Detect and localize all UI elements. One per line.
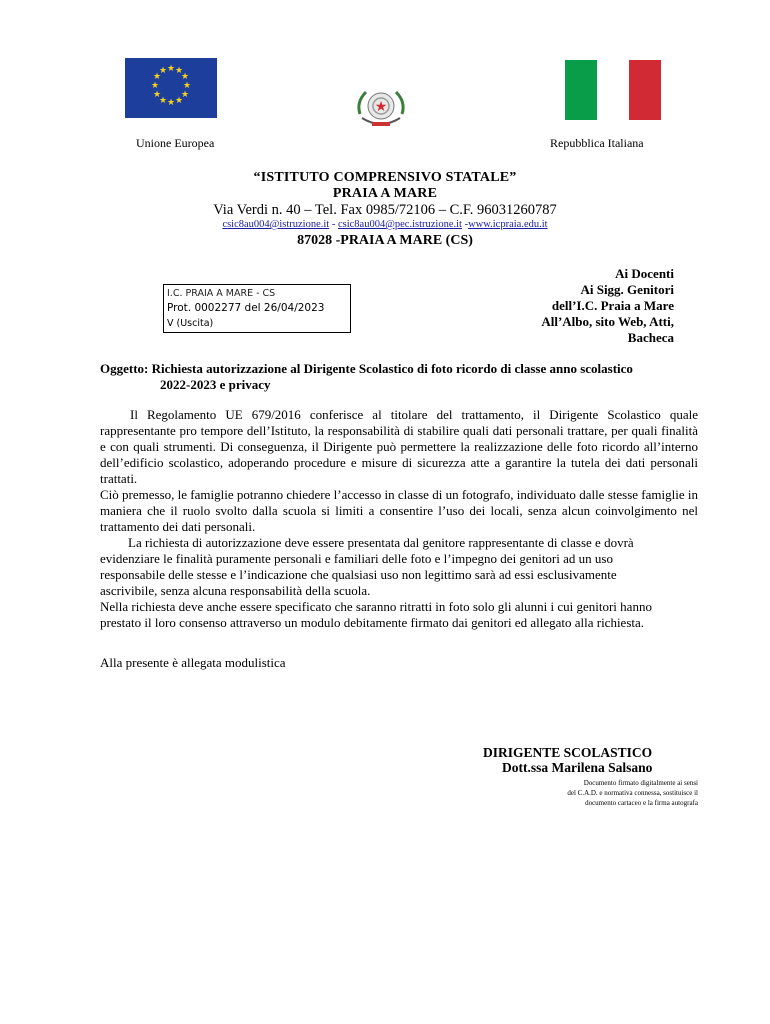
city-line: 87028 -PRAIA A MARE (CS): [297, 233, 473, 248]
body-paragraph-2: Ciò premesso, le famiglie potranno chiedere l’accesso in classe di un fotografo, individuato dalle stesse famiglie in maniera che il ruolo svolto dalla scuola si limiti a consentire l’uso dei locali, senza alcun coinvolgimento nel trattamento dei dati personali.: [100, 487, 698, 534]
website-link[interactable]: www.icpraia.edu.it: [468, 219, 548, 230]
recipient-line: Ai Docenti: [615, 266, 674, 281]
svg-text:★: ★: [174, 66, 184, 76]
svg-text:★: ★: [166, 98, 176, 108]
body-paragraph-1: Il Regolamento UE 679/2016 conferisce al titolare del trattamento, il Dirigente Scolastico quale rappresentante pro tempore dell’Istituto, la responsabilità di stabilire quali dati personali trattare, per quali finalità e con quali strumenti. Di conseguenza, il Dirigente può permettere la realizzazione delle foto ricordo all’interno dell’edificio scolastico, adoperando procedure e misure di sicurezza atte a garantire la tutela dei dati personali trattati.: [100, 407, 698, 486]
pec-email-link[interactable]: csic8au004@pec.istruzione.it: [337, 219, 462, 230]
svg-text:★: ★: [180, 90, 190, 100]
eu-caption: Unione Europea: [136, 136, 215, 150]
stamp-direction: V (Uscita): [167, 318, 214, 329]
svg-text:★: ★: [158, 96, 168, 106]
eu-flag-image: [125, 58, 217, 118]
school-type-title: “ISTITUTO COMPRENSIVO STATALE”: [253, 170, 517, 185]
recipients-block: [541, 266, 674, 346]
recipient-line: All’Albo, sito Web, Atti,: [541, 314, 674, 329]
svg-text:★: ★: [166, 64, 176, 74]
svg-text:★: ★: [180, 72, 190, 82]
signature-name: Dott.ssa Marilena Salsano: [502, 760, 653, 775]
italian-flag-image: [565, 60, 661, 120]
stamp-school: I.C. PRAIA A MARE - CS: [167, 288, 276, 299]
svg-text:★: ★: [174, 96, 184, 106]
svg-text:★: ★: [182, 81, 192, 91]
digital-signature-note: [520, 778, 698, 808]
svg-text:★: ★: [150, 81, 160, 91]
it-caption: Repubblica Italiana: [550, 136, 644, 150]
contact-links: [0, 219, 770, 230]
address-line: Via Verdi n. 40 – Tel. Fax 0985/72106 – C.F. 96031260787: [213, 202, 557, 218]
note-line: Documento firmato digitalmente ai sensi: [583, 779, 698, 787]
svg-text:★: ★: [152, 90, 162, 100]
body-paragraph-3: La richiesta di autorizzazione deve essere presentata dal genitore rappresentante di classe e dovrà evidenziare le finalità puramente personali e familiari delle foto e l’impegno dei genitori ad un uso responsabile delle stesse e l’indicazione che qualsiasi uso non legittimo sarà ad essi esclusivamente ascrivibile, senza alcuna responsabilità della scuola.: [100, 535, 634, 598]
recipient-line: Bacheca: [627, 330, 674, 345]
link-separator: -: [461, 219, 469, 230]
subject-block: [100, 361, 700, 393]
note-line: del C.A.D. e normativa connessa, sostituisce il: [567, 789, 698, 797]
recipient-line: Ai Sigg. Genitori: [580, 282, 674, 297]
svg-text:★: ★: [152, 72, 162, 82]
svg-text:★: ★: [158, 66, 168, 76]
italian-republic-emblem-icon: [352, 84, 410, 132]
link-separator: -: [329, 219, 338, 230]
eu-stars-icon: [125, 58, 217, 118]
subject-line-1: Oggetto: Richiesta autorizzazione al Dirigente Scolastico di foto ricordo di classe anno scolastico: [100, 361, 633, 376]
school-place-title: PRAIA A MARE: [332, 186, 438, 201]
svg-text:★: ★: [374, 99, 388, 115]
attachment-note: Alla presente è allegata modulistica: [100, 655, 286, 670]
stamp-protocol-number: Prot. 0002277 del 26/04/2023: [167, 302, 325, 314]
body-paragraph-4: Nella richiesta deve anche essere specificato che saranno ritratti in foto solo gli alunni i cui genitori hanno prestato il loro consenso attraverso un modulo debitamente firmato dai genitori ed allegato alla richiesta.: [100, 599, 652, 630]
recipient-line: dell’I.C. Praia a Mare: [551, 298, 674, 313]
email-link[interactable]: csic8au004@istruzione.it: [222, 219, 330, 230]
signature-role: DIRIGENTE SCOLASTICO: [483, 745, 653, 760]
subject-line-2: 2022-2023 e privacy: [160, 377, 271, 392]
protocol-stamp: [163, 284, 351, 333]
note-line: documento cartaceo e la firma autografa: [585, 799, 698, 807]
